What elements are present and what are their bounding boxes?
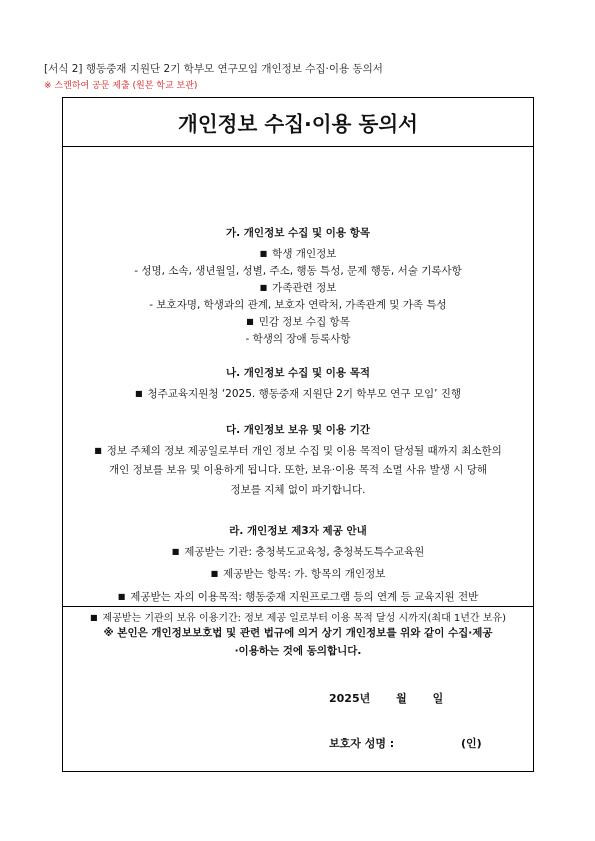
bullet-square-icon: ■ [171, 547, 180, 556]
bullet-square-icon: ■ [259, 283, 268, 292]
section-c-text: 개인 정보를 보유 및 이용하게 됩니다. 또한, 보유·이용 목적 소멸 사유 발생 시 당해 [109, 464, 487, 476]
bullet-square-icon: ■ [117, 592, 126, 601]
bullet-square-icon: ■ [94, 446, 102, 455]
document-title: 개인정보 수집·이용 동의서 [178, 112, 418, 136]
section-b-item: ■ 청주교육지원청 ‘2025. 행동중재 지원단 2기 학부모 연구 모임’ 진행 [134, 388, 462, 400]
bullet-square-icon: ■ [89, 613, 98, 622]
title-row [63, 98, 533, 147]
seal-mark[interactable]: (인) [461, 737, 482, 750]
form-body [63, 146, 533, 624]
section-d-item: ■ 제공받는 기관의 보유 이용기간: 정보 제공 일로부터 이용 목적 달성 시까지(최대 1년간 보유) [89, 613, 506, 624]
section-a-heading: 가. 개인정보 수집 및 이용 항목 [226, 227, 370, 239]
scan-note: ※ 스캔하여 공문 제출 (원본 학교 보관) [44, 81, 198, 91]
date-day[interactable]: 일 [432, 692, 444, 705]
section-c-item: ■ 정보 주체의 정보 제공일로부터 개인 정보 수집 및 이용 목적이 달성될 때까지 최소한의 [94, 445, 502, 457]
date-line [329, 690, 443, 706]
form-label: [서식 2] 행동중재 지원단 2기 학부모 연구모임 개인정보 수집·이용 동의서 [44, 63, 383, 75]
section-d-item: ■ 제공받는 기관: 충청북도교육청, 충청북도특수교육원 [171, 546, 425, 558]
bullet-square-icon: ■ [246, 317, 254, 326]
date-year: 2025년 [329, 692, 371, 705]
section-a-detail: - 성명, 소속, 생년월일, 성별, 주소, 행동 특성, 문제 행동, 서술 기록사항 [134, 265, 462, 277]
section-c-heading: 다. 개인정보 보유 및 이용 기간 [226, 424, 370, 436]
bullet-square-icon: ■ [259, 249, 268, 258]
date-month[interactable]: 월 [396, 692, 407, 705]
section-d-heading: 라. 개인정보 제3자 제공 안내 [229, 525, 367, 537]
section-a-detail: - 학생의 장애 등록사항 [245, 333, 351, 345]
consent-statement: ※ 본인은 개인정보보호법 및 관련 법규에 의거 상기 개인정보를 위와 같이 수집·제공 [103, 627, 493, 639]
section-d-item: ■ 제공받는 항목: 가. 항목의 개인정보 [210, 568, 386, 580]
bullet-square-icon: ■ [134, 389, 143, 398]
section-a-detail: - 보호자명, 학생과의 관계, 보호자 연락처, 가족관계 및 가족 특성 [149, 299, 447, 311]
section-a-item: ■ 민감 정보 수집 항목 [246, 316, 350, 328]
section-a-item: ■ 학생 개인정보 [259, 248, 337, 260]
guardian-name-label: 보호자 성명 : [329, 737, 395, 750]
bullet-square-icon: ■ [210, 569, 219, 578]
consent-form-box [62, 97, 534, 772]
consent-statement-cont: ·이용하는 것에 동의합니다. [234, 645, 362, 657]
section-d-item: ■ 제공받는 자의 이용목적: 행동중재 지원프로그램 등의 연계 등 교육지원 전반 [117, 591, 479, 603]
section-c-text: 정보를 지체 없이 파기합니다. [230, 484, 366, 496]
section-a-item: ■ 가족관련 정보 [259, 282, 337, 294]
consent-footer [63, 606, 533, 771]
section-b-heading: 나. 개인정보 수집 및 이용 목적 [226, 367, 370, 379]
